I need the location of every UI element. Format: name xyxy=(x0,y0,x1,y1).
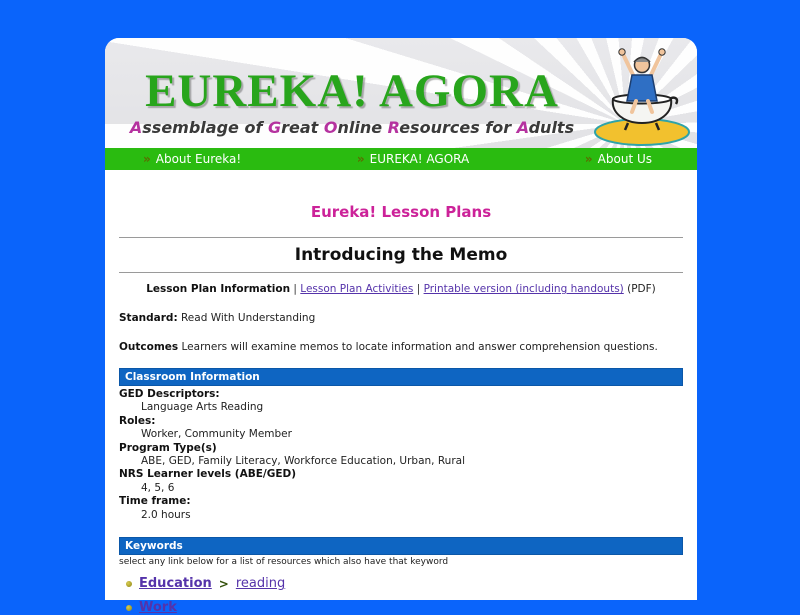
keywords-hint: select any link below for a list of resources which also have that keyword xyxy=(119,557,449,568)
lesson-nav-link[interactable]: Lesson Plan Activities xyxy=(300,283,414,295)
page-title: Eureka! Lesson Plans xyxy=(310,203,492,221)
double-chevron-icon: » xyxy=(356,152,365,166)
field-label: Roles: xyxy=(119,414,156,427)
tagline-text: esources for xyxy=(399,118,517,137)
tagline-accent-letter: R xyxy=(387,118,400,137)
standard-line xyxy=(119,312,683,324)
lesson-nav-text: (PDF) xyxy=(623,283,656,295)
lesson-nav-line xyxy=(119,283,683,295)
field-value: ABE, GED, Family Literacy, Workforce Education, Urban, Rural xyxy=(141,455,466,468)
tagline-accent-letter: A xyxy=(129,118,143,137)
outcomes-line xyxy=(119,341,683,353)
outcomes-label: Outcomes xyxy=(119,341,179,353)
bullet-dot-icon xyxy=(126,605,132,611)
field-value: 4, 5, 6 xyxy=(141,481,175,494)
keywords-section-header: Keywords xyxy=(119,537,683,555)
bullet-dot-icon xyxy=(126,581,132,587)
tagline-accent-letter: O xyxy=(323,118,338,137)
lesson-nav-link[interactable]: Printable version (including handouts) xyxy=(423,283,624,295)
tagline-text: reat xyxy=(281,118,324,137)
main-content xyxy=(105,203,697,615)
double-chevron-icon: » xyxy=(143,152,151,166)
lesson-nav-text: | xyxy=(290,283,301,295)
field-value: Worker, Community Member xyxy=(141,428,292,441)
keyword-list xyxy=(119,576,683,615)
field-value: 2.0 hours xyxy=(141,508,191,521)
lesson-nav-text: | xyxy=(413,283,424,295)
field-value: Language Arts Reading xyxy=(141,401,264,414)
page-container xyxy=(105,38,697,615)
field-label: NRS Learner levels (ABE/GED) xyxy=(119,468,297,481)
nav-item-label: About Eureka! xyxy=(155,152,242,166)
field-label: Time frame: xyxy=(119,495,191,508)
outcomes-value: Learners will examine memos to locate information and answer comprehension questions. xyxy=(181,341,658,353)
standard-label: Standard: xyxy=(119,312,178,324)
field-label: Program Type(s) xyxy=(119,441,217,454)
field-label: GED Descriptors: xyxy=(119,388,220,400)
nav-item-about-eureka[interactable] xyxy=(143,153,241,165)
lesson-nav-current: Lesson Plan Information xyxy=(146,283,291,295)
keyword-link[interactable]: Education xyxy=(139,576,212,592)
keyword-link[interactable]: reading xyxy=(235,576,286,592)
header-text-block xyxy=(105,38,599,137)
lesson-title: Introducing the Memo xyxy=(294,245,508,265)
double-chevron-icon: » xyxy=(584,152,593,166)
keyword-row xyxy=(119,600,683,615)
nav-item-label: EUREKA! AGORA xyxy=(369,152,470,166)
tagline-accent-letter: A xyxy=(516,118,529,137)
archimedes-bathtub-mascot-icon xyxy=(591,40,693,148)
site-title: EUREKA! AGORA xyxy=(145,65,559,117)
classroom-section-header: Classroom Information xyxy=(119,368,683,386)
tagline-text: dults xyxy=(528,118,575,137)
nav-item-label: About Us xyxy=(597,152,652,166)
tagline-text: nline xyxy=(337,118,388,137)
divider xyxy=(119,272,683,273)
navbar xyxy=(105,148,697,170)
nav-item-eureka-agora[interactable] xyxy=(357,153,469,165)
site-header xyxy=(105,38,697,148)
tagline-accent-letter: G xyxy=(267,118,282,137)
keyword-link[interactable]: Work xyxy=(139,600,177,615)
keyword-separator: > xyxy=(218,576,229,591)
keyword-row xyxy=(119,576,683,591)
nav-item-about-us[interactable] xyxy=(585,153,652,165)
tagline-text: ssemblage of xyxy=(142,118,268,137)
classroom-fields xyxy=(119,388,683,522)
divider xyxy=(119,237,683,238)
tagline xyxy=(105,118,599,137)
standard-value: Read With Understanding xyxy=(180,312,316,324)
